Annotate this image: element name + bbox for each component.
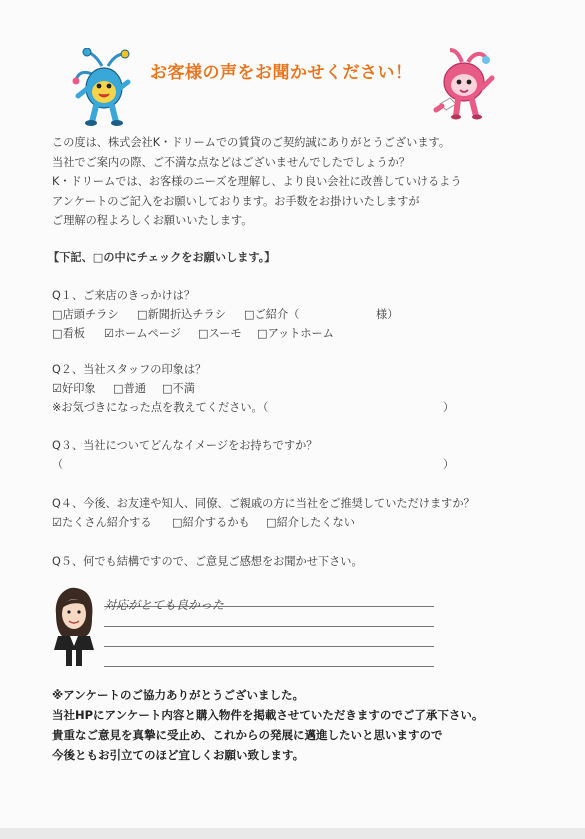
scan-bottom-edge xyxy=(0,828,585,839)
staff-caricature-icon xyxy=(46,584,102,668)
closing-paragraph xyxy=(52,685,483,765)
q4-question: Q４、今後、お友達や知人、同僚、ご親戚の方に当社をご推奨していただけますか？ xyxy=(52,497,475,510)
blue-mascot-icon xyxy=(72,48,132,126)
q2-option-average[interactable]: □普通 xyxy=(113,382,146,395)
q1-option-store-flyer[interactable]: □店頭チラシ xyxy=(52,308,119,321)
answer-line xyxy=(104,666,434,667)
q2-note-prompt: ※お気づきになった点を教えてください。（ xyxy=(52,401,269,414)
closing-line: 当社HPにアンケート内容と購入物件を掲載させていただきますのでご了承下さい。 xyxy=(52,708,484,722)
q3-open-paren: （ xyxy=(52,458,64,471)
q2-note-close: ） xyxy=(443,401,455,414)
q3-close-paren: ） xyxy=(443,458,455,471)
q1-question: Q１、ご来店のきっかけは？ xyxy=(52,289,196,302)
intro-line: K・ドリームでは、お客様のニーズを理解し、より良い会社に改善していけるよう xyxy=(52,175,462,189)
q2-question: Q２、当社スタッフの印象は？ xyxy=(52,363,207,376)
closing-line: 今後ともお引立てのほど宜しくお願い致します。 xyxy=(52,748,305,762)
q1-option-signboard[interactable]: □看板 xyxy=(52,327,85,340)
q4-option-many[interactable]: ☑たくさん紹介する xyxy=(52,516,152,529)
intro-line: ご理解の程よろしくお願いいたします。 xyxy=(52,214,253,228)
q1-option-suumo[interactable]: □スーモ xyxy=(198,327,242,340)
q5-question: Q５、何でも結構ですので、ご意見ご感想をお聞かせ下さい。 xyxy=(52,555,363,568)
pink-mascot-icon xyxy=(428,48,498,120)
intro-line: 当社でご案内の際、ご不満な点などはございませんでしたでしょうか？ xyxy=(52,155,411,169)
page-title: お客様の声をお聞かせください！ xyxy=(150,63,413,83)
q1-option-referral[interactable]: □ご紹介（ xyxy=(244,308,300,321)
answer-line xyxy=(104,646,434,647)
intro-line: アンケートのご記入をお願いしております。お手数をお掛けいたしますが xyxy=(52,194,420,208)
intro-paragraph xyxy=(52,133,462,231)
instruction: 【下記、□の中にチェックをお願いします。】 xyxy=(48,251,276,264)
q4-option-maybe[interactable]: □紹介するかも xyxy=(172,516,250,529)
q2-option-good[interactable]: ☑好印象 xyxy=(52,382,96,395)
q2-option-dissatisfied[interactable]: □不満 xyxy=(162,382,195,395)
answer-line xyxy=(104,626,434,627)
closing-line: 貴重なご意見を真摯に受止め、これからの発展に邁進したいと思いますので xyxy=(52,728,443,742)
intro-line: この度は、株式会社K・ドリームでの賃貸のご契約誠にありがとうございます。 xyxy=(52,136,451,149)
q1-referral-suffix: 様） xyxy=(376,308,399,321)
q1-option-athome[interactable]: □アットホーム xyxy=(257,327,334,340)
q4-option-no[interactable]: □紹介したくない xyxy=(266,516,355,529)
q1-option-newspaper-flyer[interactable]: □新聞折込チラシ xyxy=(137,308,226,321)
q3-question: Q３、当社についてどんなイメージをお持ちですか？ xyxy=(52,439,318,452)
closing-line: ※アンケートのご協力ありがとうございました。 xyxy=(52,688,304,702)
q5-handwritten-answer: 対応がとても良かった xyxy=(104,598,225,612)
q1-option-homepage[interactable]: ☑ホームページ xyxy=(104,327,181,340)
